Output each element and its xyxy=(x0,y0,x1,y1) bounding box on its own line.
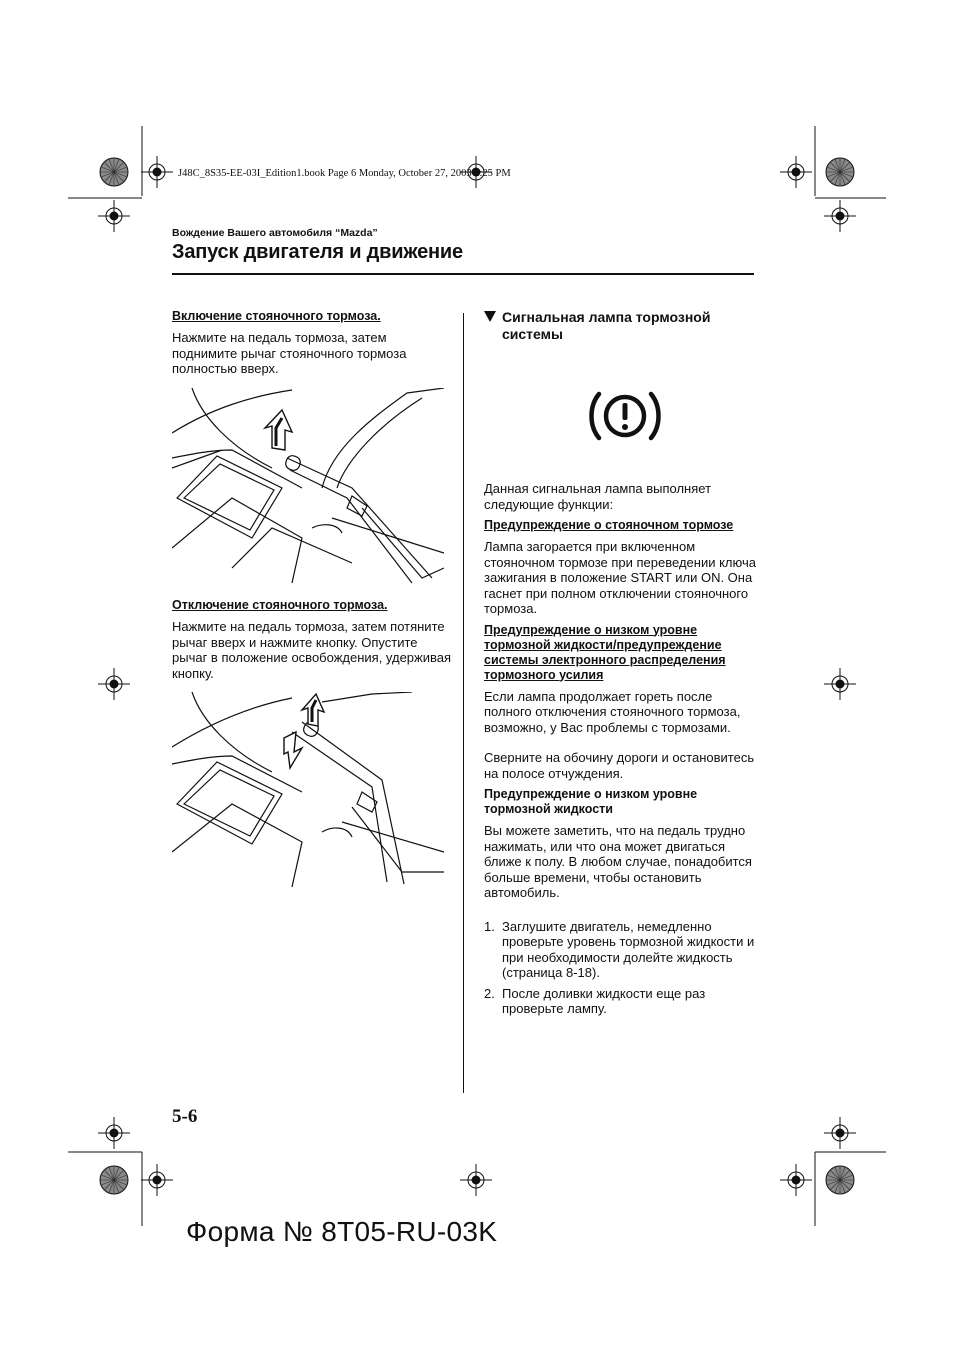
release-title: Отключение стояночного тормоза. xyxy=(172,598,388,612)
fluid-ebd-warning-text: Если лампа продолжает гореть после полного отключения стояночного тормоза, возможно, у Вас проблемы с тормозами. xyxy=(484,688,741,735)
release-section xyxy=(172,598,452,681)
title-rule xyxy=(172,273,754,275)
right-column-body xyxy=(484,481,756,1017)
parking-brake-engage-illustration xyxy=(172,388,444,588)
steps-list xyxy=(484,919,756,1017)
parking-warning-text: Лампа загорается при включенном стояночном тормозе при переведении ключа зажигания в положение START или ON. Она гаснет при полном отключении стояночного тормоза. xyxy=(484,539,756,616)
fluid-warning-text: Вы можете заметить, что на педаль трудно нажимать, или что она может двигаться ближе к полу. В любом случае, понадобится больше времени, чтобы остановить автомобиль. xyxy=(484,823,752,900)
brake-warning-heading xyxy=(484,309,754,343)
brake-warning-lamp-icon xyxy=(587,386,663,446)
form-number: Форма № 8T05-RU-03K xyxy=(186,1216,498,1247)
page-title: Запуск двигателя и движение xyxy=(172,241,463,263)
breadcrumb: Вождение Вашего автомобиля “Mazda” xyxy=(172,227,378,239)
engage-title: Включение стояночного тормоза. xyxy=(172,309,381,323)
print-header: J48C_8S35-EE-03I_Edition1.book Page 6 Monday, October 27, 2003 2:25 PM xyxy=(178,168,511,179)
triangle-bullet-icon xyxy=(484,311,496,322)
brake-warning-heading-text: Сигнальная лампа тормозной системы xyxy=(502,309,711,342)
fluid-warning-title: Предупреждение о низком уровне тормозной жидкости xyxy=(484,787,698,816)
column-divider xyxy=(463,313,464,1093)
list-item: 2. После доливки жидкости еще раз проверьте лампу. xyxy=(484,985,706,1016)
engage-section xyxy=(172,309,452,377)
fluid-ebd-warning-action: Сверните на обочину дороги и остановитесь на полосе отчуждения. xyxy=(484,750,755,781)
parking-warning-title: Предупреждение о стояночном тормозе xyxy=(484,518,734,532)
parking-brake-release-illustration xyxy=(172,692,444,888)
page-number: 5-6 xyxy=(172,1106,198,1127)
intro-text: Данная сигнальная лампа выполняет следующие функции: xyxy=(484,481,712,512)
engage-text: Нажмите на педаль тормоза, затем поднимите рычаг стояночного тормоза полностью вверх. xyxy=(172,330,407,376)
list-item: 1. Заглушите двигатель, немедленно проверьте уровень тормозной жидкости и при необходимости долейте жидкость (страница 8-18). xyxy=(484,918,755,980)
fluid-ebd-warning-title: Предупреждение о низком уровне тормозной жидкости/предупреждение системы электронного распределения тормозного усилия xyxy=(484,622,726,682)
release-text: Нажмите на педаль тормоза, затем потяните рычаг вверх и нажмите кнопку. Опустите рычаг в положение освобождения, удерживая кнопку. xyxy=(172,619,452,681)
